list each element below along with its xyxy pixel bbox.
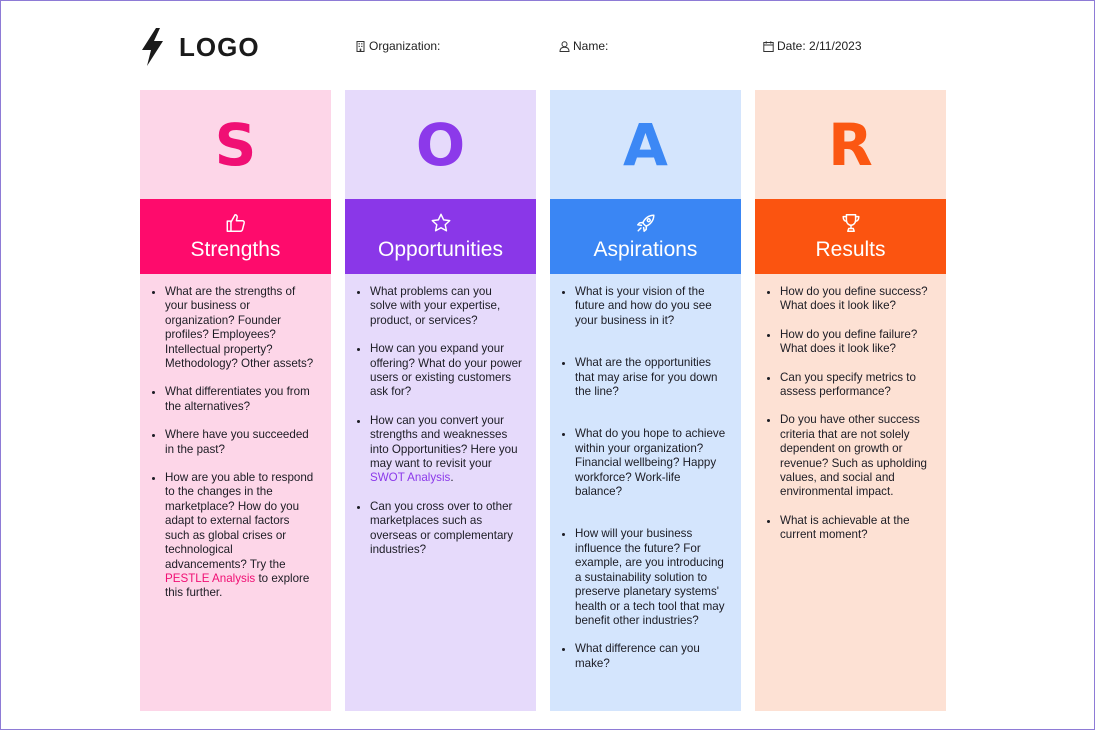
list-item: • What problems can you solve with your expertise, product, or services? [370,285,522,328]
logo [139,27,260,67]
name-label: Name: [573,39,609,53]
list-item: • What are the strengths of your business or organization? Founder profiles? Employees? Intellectual property? Methodology? Other assets? [165,285,317,371]
strengths-title: Strengths [190,237,281,261]
text: How can you convert your strengths and weaknesses into Opportunities? Here you may want to revisit your [370,413,518,471]
opportunities-title: Opportunities [378,237,503,261]
list-item: • Can you cross over to other marketplaces such as overseas or complementary industries? [370,500,522,558]
results-questions [755,274,946,543]
date-field [763,39,862,53]
list-item: • How can you expand your offering? What do your power users or existing customers ask for? [370,342,522,400]
list-item: • What is your vision of the future and how do you see your business in it? [575,285,727,328]
strengths-questions [140,274,331,601]
list-item: • What difference can you make? [575,642,727,671]
pestle-analysis-link[interactable]: PESTLE Analysis [165,571,256,585]
header [139,27,945,67]
trophy-icon [840,212,862,234]
organization-field [355,39,440,53]
lightning-bolt-icon [139,28,165,66]
column-opportunities [345,90,536,711]
list-item: • Where have you succeeded in the past? [165,428,317,457]
thumbs-up-icon [225,212,247,234]
letter-r: R [828,110,873,179]
list-item: • What are the opportunities that may arise for you down the line? [575,356,727,399]
opportunities-header [345,199,536,274]
text: How are you able to respond to the changes in the marketplace? How do you adapt to external factors such as global crises or technological advancements? Try the [165,471,314,571]
text: to explore this further. [165,571,310,600]
aspirations-title: Aspirations [593,237,698,261]
results-header [755,199,946,274]
date-label: Date: 2/11/2023 [777,39,862,53]
list-item: • Do you have other success criteria that are not solely dependent on growth or revenue? Such as upholding values, and social and environmental impact. [780,413,932,499]
list-item: • What differentiates you from the alternatives? [165,385,317,414]
letter-s: S [214,110,257,179]
letter-o: O [415,110,466,179]
organization-label: Organization: [369,39,441,53]
strengths-header [140,199,331,274]
building-icon [355,41,366,52]
list-item [370,414,522,486]
column-aspirations [550,90,741,711]
list-item: • Can you specify metrics to assess performance? [780,371,932,400]
results-title: Results [815,237,886,261]
letter-a: A [623,110,668,179]
logo-text: LOGO [179,31,260,62]
swot-analysis-link[interactable]: SWOT Analysis [370,471,451,485]
list-item: • How will your business influence the future? For example, are you introducing a sustainability solution to preserve planetary systems' health or a tech tool that may benefit other industries? [575,527,727,628]
list-item: • How do you define failure? What does it look like? [780,328,932,357]
list-item [165,471,317,601]
rocket-icon [635,212,657,234]
aspirations-header [550,199,741,274]
user-icon [559,41,570,52]
calendar-icon [763,41,774,52]
aspirations-questions [550,274,741,671]
star-icon [430,212,452,234]
text: . [450,471,454,485]
opportunities-questions [345,274,536,558]
list-item: • What is achievable at the current moment? [780,514,932,543]
column-results [755,90,946,711]
list-item: • How do you define success? What does it look like? [780,285,932,314]
column-strengths [140,90,331,711]
name-field [559,39,608,53]
list-item: • What do you hope to achieve within your organization? Financial wellbeing? Happy workforce? Work-life balance? [575,427,727,499]
